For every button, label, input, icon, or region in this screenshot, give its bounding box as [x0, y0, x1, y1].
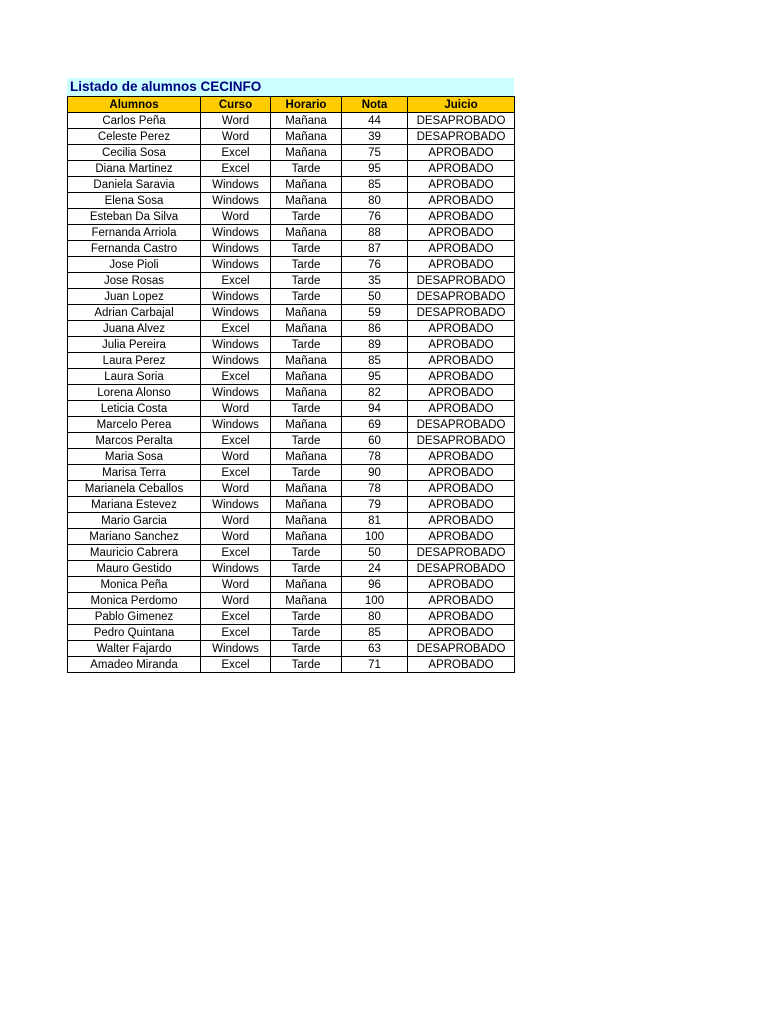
- table-row: [68, 657, 515, 673]
- cell-curso[interactable]: Windows: [201, 225, 271, 241]
- cell-horario[interactable]: Mañana: [271, 145, 342, 161]
- cell-horario[interactable]: Mañana: [271, 529, 342, 545]
- table-row: [68, 209, 515, 225]
- cell-juicio[interactable]: APROBADO: [408, 353, 515, 369]
- cell-horario[interactable]: Tarde: [271, 609, 342, 625]
- cell-alumno[interactable]: Leticia Costa: [68, 401, 201, 417]
- cell-nota[interactable]: 94: [342, 401, 408, 417]
- cell-juicio[interactable]: APROBADO: [408, 497, 515, 513]
- cell-juicio[interactable]: APROBADO: [408, 145, 515, 161]
- table-row: [68, 305, 515, 321]
- cell-curso[interactable]: Windows: [201, 497, 271, 513]
- cell-nota[interactable]: 69: [342, 417, 408, 433]
- cell-nota[interactable]: 80: [342, 609, 408, 625]
- cell-horario[interactable]: Tarde: [271, 273, 342, 289]
- table-row: [68, 177, 515, 193]
- cell-alumno[interactable]: Maria Sosa: [68, 449, 201, 465]
- spreadsheet: [67, 78, 514, 673]
- column-header-nota[interactable]: Nota: [342, 97, 408, 113]
- cell-horario[interactable]: Mañana: [271, 497, 342, 513]
- cell-alumno[interactable]: Jose Pioli: [68, 257, 201, 273]
- cell-juicio[interactable]: APROBADO: [408, 209, 515, 225]
- cell-curso[interactable]: Word: [201, 529, 271, 545]
- cell-alumno[interactable]: Mario Garcia: [68, 513, 201, 529]
- cell-curso[interactable]: Windows: [201, 385, 271, 401]
- cell-nota[interactable]: 35: [342, 273, 408, 289]
- cell-juicio[interactable]: APROBADO: [408, 257, 515, 273]
- cell-juicio[interactable]: APROBADO: [408, 465, 515, 481]
- cell-curso[interactable]: Word: [201, 401, 271, 417]
- cell-alumno[interactable]: Monica Peña: [68, 577, 201, 593]
- cell-curso[interactable]: Word: [201, 113, 271, 129]
- cell-nota[interactable]: 86: [342, 321, 408, 337]
- column-header-curso[interactable]: Curso: [201, 97, 271, 113]
- table-row: [68, 161, 515, 177]
- cell-juicio[interactable]: APROBADO: [408, 161, 515, 177]
- table-row: [68, 513, 515, 529]
- cell-horario[interactable]: Tarde: [271, 241, 342, 257]
- table-row: [68, 369, 515, 385]
- cell-curso[interactable]: Windows: [201, 305, 271, 321]
- cell-nota[interactable]: 60: [342, 433, 408, 449]
- cell-alumno[interactable]: Marisa Terra: [68, 465, 201, 481]
- table-row: [68, 465, 515, 481]
- cell-curso[interactable]: Windows: [201, 257, 271, 273]
- cell-alumno[interactable]: Marcos Peralta: [68, 433, 201, 449]
- cell-horario[interactable]: Mañana: [271, 593, 342, 609]
- cell-horario[interactable]: Mañana: [271, 225, 342, 241]
- cell-curso[interactable]: Windows: [201, 641, 271, 657]
- cell-alumno[interactable]: Pablo Gimenez: [68, 609, 201, 625]
- cell-juicio[interactable]: APROBADO: [408, 385, 515, 401]
- cell-horario[interactable]: Tarde: [271, 257, 342, 273]
- table-row: [68, 481, 515, 497]
- cell-curso[interactable]: Windows: [201, 417, 271, 433]
- table-row: [68, 337, 515, 353]
- cell-nota[interactable]: 50: [342, 545, 408, 561]
- cell-nota[interactable]: 81: [342, 513, 408, 529]
- cell-alumno[interactable]: Lorena Alonso: [68, 385, 201, 401]
- cell-nota[interactable]: 75: [342, 145, 408, 161]
- cell-horario[interactable]: Mañana: [271, 369, 342, 385]
- students-table: [67, 96, 515, 673]
- cell-juicio[interactable]: DESAPROBADO: [408, 561, 515, 577]
- cell-horario[interactable]: Tarde: [271, 401, 342, 417]
- cell-juicio[interactable]: APROBADO: [408, 625, 515, 641]
- cell-horario[interactable]: Mañana: [271, 353, 342, 369]
- table-row: [68, 625, 515, 641]
- cell-juicio[interactable]: APROBADO: [408, 401, 515, 417]
- cell-horario[interactable]: Tarde: [271, 209, 342, 225]
- cell-nota[interactable]: 24: [342, 561, 408, 577]
- cell-curso[interactable]: Windows: [201, 177, 271, 193]
- cell-juicio[interactable]: APROBADO: [408, 657, 515, 673]
- cell-horario[interactable]: Mañana: [271, 305, 342, 321]
- cell-alumno[interactable]: Mariana Estevez: [68, 497, 201, 513]
- cell-nota[interactable]: 96: [342, 577, 408, 593]
- cell-nota[interactable]: 44: [342, 113, 408, 129]
- cell-horario[interactable]: Mañana: [271, 577, 342, 593]
- cell-nota[interactable]: 85: [342, 353, 408, 369]
- table-row: [68, 577, 515, 593]
- cell-alumno[interactable]: Fernanda Castro: [68, 241, 201, 257]
- cell-alumno[interactable]: Marcelo Perea: [68, 417, 201, 433]
- cell-nota[interactable]: 95: [342, 369, 408, 385]
- cell-juicio[interactable]: APROBADO: [408, 321, 515, 337]
- column-header-alumnos[interactable]: Alumnos: [68, 97, 201, 113]
- sheet-title: Listado de alumnos CECINFO: [67, 78, 514, 96]
- cell-nota[interactable]: 95: [342, 161, 408, 177]
- table-row: [68, 529, 515, 545]
- cell-juicio[interactable]: APROBADO: [408, 481, 515, 497]
- cell-nota[interactable]: 80: [342, 193, 408, 209]
- cell-horario[interactable]: Mañana: [271, 417, 342, 433]
- table-row: [68, 193, 515, 209]
- cell-horario[interactable]: Tarde: [271, 161, 342, 177]
- cell-alumno[interactable]: Jose Rosas: [68, 273, 201, 289]
- table-row: [68, 417, 515, 433]
- table-row: [68, 321, 515, 337]
- cell-alumno[interactable]: Carlos Peña: [68, 113, 201, 129]
- cell-alumno[interactable]: Amadeo Miranda: [68, 657, 201, 673]
- column-header-horario[interactable]: Horario: [271, 97, 342, 113]
- cell-alumno[interactable]: Juana Alvez: [68, 321, 201, 337]
- cell-horario[interactable]: Tarde: [271, 433, 342, 449]
- cell-horario[interactable]: Tarde: [271, 625, 342, 641]
- cell-nota[interactable]: 85: [342, 625, 408, 641]
- table-row: [68, 225, 515, 241]
- cell-curso[interactable]: Excel: [201, 545, 271, 561]
- cell-juicio[interactable]: DESAPROBADO: [408, 433, 515, 449]
- cell-curso[interactable]: Excel: [201, 657, 271, 673]
- cell-horario[interactable]: Mañana: [271, 177, 342, 193]
- cell-horario[interactable]: Mañana: [271, 113, 342, 129]
- cell-nota[interactable]: 78: [342, 481, 408, 497]
- cell-curso[interactable]: Excel: [201, 625, 271, 641]
- cell-nota[interactable]: 90: [342, 465, 408, 481]
- cell-nota[interactable]: 88: [342, 225, 408, 241]
- cell-curso[interactable]: Word: [201, 449, 271, 465]
- table-row: [68, 129, 515, 145]
- cell-horario[interactable]: Tarde: [271, 641, 342, 657]
- table-row: [68, 241, 515, 257]
- cell-juicio[interactable]: APROBADO: [408, 193, 515, 209]
- cell-nota[interactable]: 76: [342, 209, 408, 225]
- cell-curso[interactable]: Excel: [201, 609, 271, 625]
- cell-alumno[interactable]: Laura Perez: [68, 353, 201, 369]
- cell-horario[interactable]: Tarde: [271, 657, 342, 673]
- cell-juicio[interactable]: DESAPROBADO: [408, 641, 515, 657]
- cell-alumno[interactable]: Fernanda Arriola: [68, 225, 201, 241]
- cell-alumno[interactable]: Mariano Sanchez: [68, 529, 201, 545]
- table-row: [68, 545, 515, 561]
- cell-alumno[interactable]: Elena Sosa: [68, 193, 201, 209]
- table-row: [68, 113, 515, 129]
- cell-curso[interactable]: Word: [201, 513, 271, 529]
- cell-juicio[interactable]: APROBADO: [408, 449, 515, 465]
- cell-juicio[interactable]: APROBADO: [408, 369, 515, 385]
- table-row: [68, 561, 515, 577]
- cell-horario[interactable]: Mañana: [271, 129, 342, 145]
- cell-horario[interactable]: Mañana: [271, 385, 342, 401]
- cell-curso[interactable]: Excel: [201, 321, 271, 337]
- cell-alumno[interactable]: Laura Soria: [68, 369, 201, 385]
- cell-alumno[interactable]: Juan Lopez: [68, 289, 201, 305]
- cell-juicio[interactable]: DESAPROBADO: [408, 545, 515, 561]
- cell-juicio[interactable]: DESAPROBADO: [408, 305, 515, 321]
- cell-curso[interactable]: Excel: [201, 161, 271, 177]
- table-row: [68, 593, 515, 609]
- cell-alumno[interactable]: Adrian Carbajal: [68, 305, 201, 321]
- cell-curso[interactable]: Windows: [201, 561, 271, 577]
- cell-nota[interactable]: 71: [342, 657, 408, 673]
- table-row: [68, 609, 515, 625]
- table-row: [68, 641, 515, 657]
- cell-juicio[interactable]: APROBADO: [408, 529, 515, 545]
- cell-alumno[interactable]: Cecilia Sosa: [68, 145, 201, 161]
- cell-curso[interactable]: Windows: [201, 241, 271, 257]
- table-row: [68, 353, 515, 369]
- cell-alumno[interactable]: Diana Martinez: [68, 161, 201, 177]
- cell-horario[interactable]: Mañana: [271, 513, 342, 529]
- cell-curso[interactable]: Word: [201, 129, 271, 145]
- table-row: [68, 257, 515, 273]
- cell-alumno[interactable]: Esteban Da Silva: [68, 209, 201, 225]
- cell-juicio[interactable]: DESAPROBADO: [408, 289, 515, 305]
- cell-nota[interactable]: 50: [342, 289, 408, 305]
- cell-juicio[interactable]: APROBADO: [408, 225, 515, 241]
- table-row: [68, 145, 515, 161]
- cell-nota[interactable]: 85: [342, 177, 408, 193]
- cell-horario[interactable]: Tarde: [271, 465, 342, 481]
- cell-curso[interactable]: Excel: [201, 273, 271, 289]
- cell-horario[interactable]: Mañana: [271, 449, 342, 465]
- cell-nota[interactable]: 39: [342, 129, 408, 145]
- cell-curso[interactable]: Excel: [201, 145, 271, 161]
- cell-juicio[interactable]: DESAPROBADO: [408, 273, 515, 289]
- cell-horario[interactable]: Mañana: [271, 481, 342, 497]
- table-row: [68, 385, 515, 401]
- cell-nota[interactable]: 100: [342, 593, 408, 609]
- cell-nota[interactable]: 78: [342, 449, 408, 465]
- cell-nota[interactable]: 89: [342, 337, 408, 353]
- cell-juicio[interactable]: DESAPROBADO: [408, 129, 515, 145]
- cell-curso[interactable]: Word: [201, 209, 271, 225]
- cell-juicio[interactable]: APROBADO: [408, 577, 515, 593]
- cell-alumno[interactable]: Daniela Saravia: [68, 177, 201, 193]
- cell-nota[interactable]: 76: [342, 257, 408, 273]
- table-row: [68, 273, 515, 289]
- cell-curso[interactable]: Windows: [201, 289, 271, 305]
- cell-curso[interactable]: Windows: [201, 337, 271, 353]
- cell-curso[interactable]: Word: [201, 593, 271, 609]
- cell-alumno[interactable]: Julia Pereira: [68, 337, 201, 353]
- cell-alumno[interactable]: Celeste Perez: [68, 129, 201, 145]
- cell-curso[interactable]: Excel: [201, 465, 271, 481]
- cell-alumno[interactable]: Pedro Quintana: [68, 625, 201, 641]
- cell-curso[interactable]: Windows: [201, 193, 271, 209]
- table-row: [68, 433, 515, 449]
- cell-alumno[interactable]: Monica Perdomo: [68, 593, 201, 609]
- cell-juicio[interactable]: DESAPROBADO: [408, 113, 515, 129]
- cell-nota[interactable]: 82: [342, 385, 408, 401]
- column-header-juicio[interactable]: Juicio: [408, 97, 515, 113]
- cell-juicio[interactable]: APROBADO: [408, 513, 515, 529]
- cell-nota[interactable]: 87: [342, 241, 408, 257]
- cell-nota[interactable]: 59: [342, 305, 408, 321]
- cell-horario[interactable]: Tarde: [271, 545, 342, 561]
- cell-horario[interactable]: Tarde: [271, 561, 342, 577]
- table-row: [68, 449, 515, 465]
- cell-juicio[interactable]: DESAPROBADO: [408, 417, 515, 433]
- cell-juicio[interactable]: APROBADO: [408, 337, 515, 353]
- cell-alumno[interactable]: Mauricio Cabrera: [68, 545, 201, 561]
- table-row: [68, 401, 515, 417]
- cell-alumno[interactable]: Mauro Gestido: [68, 561, 201, 577]
- cell-horario[interactable]: Tarde: [271, 289, 342, 305]
- header-row: [68, 97, 515, 113]
- table-row: [68, 497, 515, 513]
- cell-juicio[interactable]: APROBADO: [408, 593, 515, 609]
- table-row: [68, 289, 515, 305]
- cell-nota[interactable]: 63: [342, 641, 408, 657]
- cell-horario[interactable]: Tarde: [271, 337, 342, 353]
- cell-juicio[interactable]: APROBADO: [408, 241, 515, 257]
- table-body: [68, 113, 515, 673]
- cell-curso[interactable]: Excel: [201, 369, 271, 385]
- cell-curso[interactable]: Word: [201, 577, 271, 593]
- cell-curso[interactable]: Word: [201, 481, 271, 497]
- cell-juicio[interactable]: APROBADO: [408, 609, 515, 625]
- cell-nota[interactable]: 100: [342, 529, 408, 545]
- cell-horario[interactable]: Mañana: [271, 321, 342, 337]
- cell-juicio[interactable]: APROBADO: [408, 177, 515, 193]
- cell-nota[interactable]: 79: [342, 497, 408, 513]
- cell-curso[interactable]: Excel: [201, 433, 271, 449]
- cell-alumno[interactable]: Walter Fajardo: [68, 641, 201, 657]
- cell-horario[interactable]: Mañana: [271, 193, 342, 209]
- cell-curso[interactable]: Windows: [201, 353, 271, 369]
- cell-alumno[interactable]: Marianela Ceballos: [68, 481, 201, 497]
